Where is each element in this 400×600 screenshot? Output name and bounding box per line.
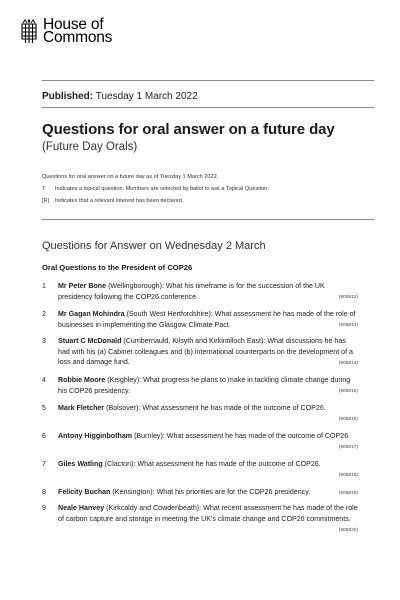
member-name: Mr Gagan Mohindra [58,310,125,318]
question-number: 7 [42,460,46,468]
published-date: Tuesday 1 March 2022 [95,91,198,102]
constituency: (Wellingborough): [106,282,166,290]
question-item [42,503,358,535]
constituency: (Clacton): [102,460,138,468]
member-name: Felicity Buchan [58,488,111,496]
question-item [42,336,358,368]
question-reference: (905818) [338,473,358,478]
question-item [42,309,358,330]
member-name: Neale Hanvey [58,504,105,512]
section-heading: Questions for Answer on Wednesday 2 March [42,240,266,252]
question-item [42,403,358,424]
question-item [42,487,358,499]
key-text: Indicates that a relevant interest has been declared. [55,198,184,204]
question-text: What progress he plans to make in tackling climate change during his COP26 presidency. [58,376,351,395]
question-number: 2 [42,310,46,318]
question-item [42,459,358,480]
member-name: Mark Fletcher [58,404,105,412]
question-reference: (905815) [338,389,358,394]
question-item [42,375,358,396]
intro-notes [42,171,372,207]
question-reference: (905813) [338,323,358,328]
key-symbol: T [42,186,46,192]
question-number: 6 [42,432,46,440]
question-item [42,281,358,302]
question-text: What his priorities are for the COP26 presidency. [156,488,311,496]
logo-line-1: House of [43,16,104,33]
question-reference: (905816) [338,417,358,422]
page-subtitle: (Future Day Orals) [42,141,138,153]
question-text: What assessment he has made of the outcome of COP26. [142,404,326,412]
question-item [42,431,358,452]
question-number: 1 [42,282,46,290]
logo-line-2: Commons [43,29,113,46]
key-text: Indicates a topical question. Members are selected by ballot to ask a Topical Question. [55,186,269,192]
constituency: (Cumbernauld, Kilsyth and Kirkintilloch East): [121,337,268,345]
question-reference: (905817) [338,445,358,450]
question-text: What assessment he has made of the role of businesses in implementing the Glasgow Climate Pact. [58,310,356,329]
question-number: 9 [42,504,46,512]
member-name: Robbie Moore [58,376,106,384]
question-text: What discussions he has had with his (a) Cabinet colleagues and (b) international counterparts on the development of a loss and damage fund. [58,337,353,366]
question-number: 5 [42,404,46,412]
question-text: What recent assessment he has made of the role of carbon capture and storage in meeting the UK's climate change and COP26 commitments. [58,504,358,523]
question-text: What assessment he has made of the outcome of COP26. [166,432,351,440]
question-number: 3 [42,337,46,345]
question-text: What assessment he has made of the outcome of COP26. [137,460,321,468]
question-reference: (905812) [338,295,358,300]
member-name: Giles Watling [58,460,103,468]
question-number: 8 [42,488,46,496]
member-name: Stuart C McDonald [58,337,122,345]
published-label: Published: [42,91,94,102]
question-text: What his timeframe is for the succession of the UK presidency following the COP26 conference. [58,282,325,301]
house-of-commons-logo [20,18,112,45]
constituency: (South West Hertfordshire): [124,310,215,318]
intro-line: Questions for oral answer on a future day as of Tuesday 1 March 2022. [42,174,219,180]
key-relevant-interest [42,195,372,207]
constituency: (Keighley): [105,376,144,384]
constituency: (Kirkcaldy and Cowdenbeath): [104,504,204,512]
key-symbol: [R] [42,198,50,204]
question-reference: (905819) [338,491,358,496]
published-divider [42,107,374,108]
intro-divider [42,219,374,220]
question-number: 4 [42,376,46,384]
question-reference: (905820) [338,528,358,533]
header-divider [42,80,374,81]
member-name: Mr Peter Bone [58,282,107,290]
constituency: (Burnley): [132,432,167,440]
page-title: Questions for oral answer on a future day [42,121,335,138]
section-subheading: Oral Questions to the President of COP26 [42,263,193,272]
question-reference: (905814) [338,361,358,366]
published-line [42,91,198,102]
constituency: (Kensington): [110,488,157,496]
logo-wordmark [43,18,112,44]
constituency: (Bolsover): [104,404,143,412]
portcullis-icon [20,19,38,45]
key-topical [42,183,372,195]
member-name: Antony Higginbotham [58,432,133,440]
